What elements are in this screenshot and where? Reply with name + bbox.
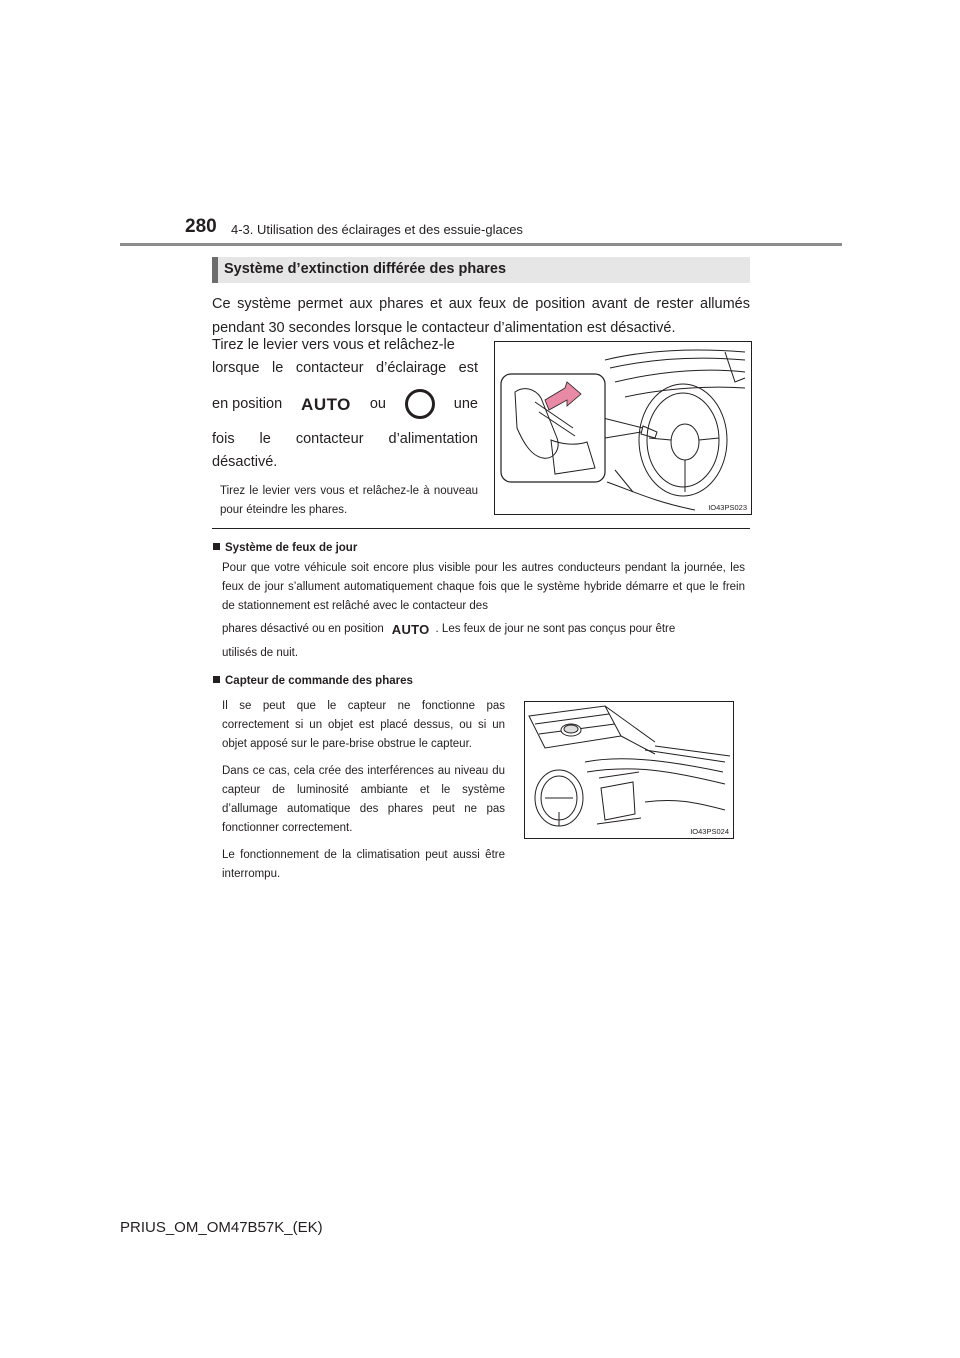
step-line-2 <box>212 357 478 380</box>
word: contacteur <box>295 360 364 376</box>
sensor-drawing <box>525 702 733 838</box>
drl-text-after-symbol: . Les feux de jour ne sont pas conçus pour être <box>435 622 676 635</box>
step-line-1: Tirez le levier vers vous et relâchez-le <box>212 337 455 353</box>
sensor-heading-text: Capteur de commande des phares <box>225 675 413 687</box>
section-title-accent <box>212 257 218 283</box>
step-instruction <box>212 334 478 520</box>
lever-illustration <box>494 341 752 515</box>
step-pos-suffix: une <box>453 395 478 412</box>
section-divider <box>212 528 750 529</box>
word: le <box>259 431 271 447</box>
section-title-bar <box>212 257 750 283</box>
headlight-off-circle-icon <box>405 389 435 419</box>
sensor-text-1: Il se peut que le capteur ne fonctionne pas correctement si un objet est placé dessus, ou si un objet apposé sur le pare-brise obstrue le capteur. <box>222 700 505 750</box>
step-pos-prefix: en position <box>212 395 283 412</box>
word: contacteur <box>295 431 364 447</box>
section-intro: Ce système permet aux phares et aux feux de position avant de rester allumés pendant 30 secondes lorsque le contacteur d’alimentation est désactivé. <box>212 296 750 336</box>
sensor-text-3: Le fonctionnement de la climatisation peut aussi être interrompu. <box>222 849 505 880</box>
auto-symbol: AUTO <box>391 621 430 637</box>
word: fois <box>212 431 235 447</box>
drl-symbol-line <box>222 616 745 642</box>
step-line-position <box>212 382 478 426</box>
bullet-square-icon <box>213 543 220 550</box>
sensor-paragraph <box>222 697 505 892</box>
drl-text-before-symbol: phares désactivé ou en position <box>222 622 384 635</box>
step-pos-or: ou <box>369 395 386 412</box>
drl-paragraph <box>222 559 745 663</box>
header-rule <box>120 243 842 246</box>
step-line-5: désactivé. <box>212 454 278 470</box>
word: d’alimentation <box>388 431 478 447</box>
word: le <box>272 360 284 376</box>
page-number: 280 <box>185 216 217 237</box>
sensor-text-2: Dans ce cas, cela crée des interférences au niveau du capteur de luminosité ambiante et le système d’allumage automatique des phares peut ne pas fonctionner correctement. <box>222 765 505 834</box>
breadcrumb: 4-3. Utilisation des éclairages et des essuie-glaces <box>231 222 523 237</box>
step-line-4 <box>212 428 478 451</box>
word: lorsque <box>212 360 260 376</box>
drl-text: Pour que votre véhicule soit encore plus visible pour les autres conducteurs pendant la journée, les feux de jour s’allument automatiquement chaque fois que le système hybride démarre et que le frein de stationnement est relâché avec le contacteur des <box>222 562 745 612</box>
bullet-square-icon <box>213 676 220 683</box>
section-title: Système d’extinction différée des phares <box>224 261 507 277</box>
sensor-heading <box>213 675 413 687</box>
word: d’éclairage <box>376 360 447 376</box>
figure-code: IO43PS024 <box>690 827 729 836</box>
step-note: Tirez le levier vers vous et relâchez-le à nouveau pour éteindre les phares. <box>220 485 478 516</box>
footer-doc-id: PRIUS_OM_OM47B57K_(EK) <box>120 1219 323 1236</box>
lever-drawing <box>495 342 751 514</box>
figure-code: IO43PS023 <box>708 503 747 512</box>
drl-heading-text: Système de feux de jour <box>225 542 358 554</box>
drl-heading <box>213 542 357 554</box>
word: est <box>458 360 478 376</box>
auto-symbol: AUTO <box>301 394 351 414</box>
sensor-illustration <box>524 701 734 839</box>
drl-text-end: utilisés de nuit. <box>222 647 299 659</box>
